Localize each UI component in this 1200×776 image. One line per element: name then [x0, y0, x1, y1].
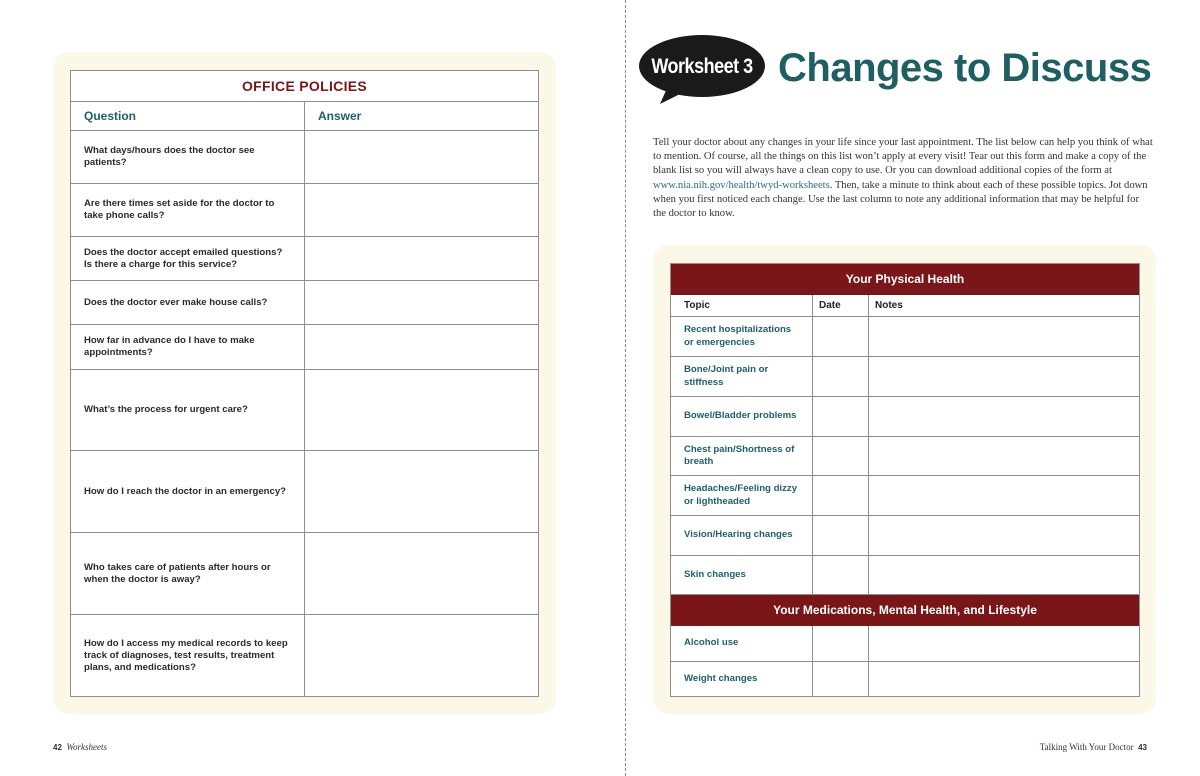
notes-cell[interactable] — [869, 437, 1140, 476]
date-cell[interactable] — [813, 437, 869, 476]
table-row — [671, 317, 1140, 357]
table-row — [671, 626, 1140, 662]
table-row — [71, 615, 539, 697]
page-gutter-divider — [625, 0, 626, 776]
notes-cell[interactable] — [869, 516, 1140, 556]
worksheets-link[interactable]: www.nia.nih.gov/health/twyd-worksheets — [653, 179, 830, 191]
question-cell: Does the doctor accept emailed questions? Is there a charge for this service? — [71, 237, 305, 281]
topic-cell: Alcohol use — [671, 626, 813, 662]
answer-cell[interactable] — [305, 237, 539, 281]
column-header-answer: Answer — [305, 102, 539, 131]
date-cell[interactable] — [813, 476, 869, 516]
left-page-number: 42 — [53, 743, 62, 752]
section-header-medications-lifestyle: Your Medications, Mental Health, and Lifestyle — [671, 595, 1140, 626]
table-row — [671, 516, 1140, 556]
date-cell[interactable] — [813, 357, 869, 397]
topic-cell: Vision/Hearing changes — [671, 516, 813, 556]
intro-paragraph — [653, 136, 1153, 221]
answer-cell[interactable] — [305, 131, 539, 184]
topic-cell: Chest pain/Shortness of breath — [671, 437, 813, 476]
date-cell[interactable] — [813, 397, 869, 437]
notes-cell[interactable] — [869, 317, 1140, 357]
table-row — [71, 451, 539, 533]
intro-text-end: . Then, take a minute to think about each of these possible topics. Jot down when you first noticed each change. Use the last column to note any additional information that may be helpful for the doctor to know. — [653, 179, 1148, 220]
table-row — [671, 357, 1140, 397]
table-row — [71, 533, 539, 615]
table-row — [71, 184, 539, 237]
table-row — [671, 437, 1140, 476]
question-cell: What days/hours does the doctor see patients? — [71, 131, 305, 184]
column-header-notes: Notes — [869, 295, 1140, 317]
question-cell: Are there times set aside for the doctor to take phone calls? — [71, 184, 305, 237]
table-row — [71, 281, 539, 325]
worksheet-badge: Worksheet 3 — [651, 53, 753, 78]
left-section-name: Worksheets — [66, 742, 108, 752]
office-policies-title: OFFICE POLICIES — [71, 71, 539, 102]
table-row — [71, 237, 539, 281]
topic-cell: Recent hospitalizations or emergencies — [671, 317, 813, 357]
right-page-number: 43 — [1138, 743, 1147, 752]
notes-cell[interactable] — [869, 556, 1140, 595]
table-row — [71, 325, 539, 370]
answer-cell[interactable] — [305, 325, 539, 370]
answer-cell[interactable] — [305, 184, 539, 237]
right-folio — [1040, 742, 1147, 752]
section-header-physical-health: Your Physical Health — [671, 264, 1140, 295]
topic-cell: Bone/Joint pain or stiffness — [671, 357, 813, 397]
table-row — [671, 476, 1140, 516]
date-cell[interactable] — [813, 556, 869, 595]
answer-cell[interactable] — [305, 370, 539, 451]
column-header-date: Date — [813, 295, 869, 317]
date-cell[interactable] — [813, 662, 869, 697]
topic-cell: Bowel/Bladder problems — [671, 397, 813, 437]
question-cell: Does the doctor ever make house calls? — [71, 281, 305, 325]
left-folio — [53, 742, 107, 752]
question-cell: How far in advance do I have to make appointments? — [71, 325, 305, 370]
question-cell: How do I reach the doctor in an emergency? — [71, 451, 305, 533]
notes-cell[interactable] — [869, 476, 1140, 516]
date-cell[interactable] — [813, 317, 869, 357]
topic-cell: Skin changes — [671, 556, 813, 595]
table-row — [71, 131, 539, 184]
table-row — [671, 397, 1140, 437]
notes-cell[interactable] — [869, 662, 1140, 697]
notes-cell[interactable] — [869, 626, 1140, 662]
answer-cell[interactable] — [305, 533, 539, 615]
table-row — [671, 556, 1140, 595]
table-row — [71, 370, 539, 451]
intro-text-start: Tell your doctor about any changes in your life since your last appointment. The list below can help you think of what to mention. Of course, all the things on this list won’t apply at every visit! Tear out this form and make a copy of the blank list so you will always have a clean copy to use. Or you can download additional copies of the form at — [653, 137, 1153, 177]
date-cell[interactable] — [813, 516, 869, 556]
notes-cell[interactable] — [869, 357, 1140, 397]
column-header-topic: Topic — [671, 295, 813, 317]
topic-cell: Weight changes — [671, 662, 813, 697]
book-title: Talking With Your Doctor — [1039, 742, 1134, 752]
page-title: Changes to Discuss — [778, 46, 1152, 90]
answer-cell[interactable] — [305, 615, 539, 697]
answer-cell[interactable] — [305, 451, 539, 533]
question-cell: Who takes care of patients after hours or when the doctor is away? — [71, 533, 305, 615]
column-header-question: Question — [71, 102, 305, 131]
office-policies-table — [70, 70, 539, 697]
topic-cell: Headaches/Feeling dizzy or lightheaded — [671, 476, 813, 516]
question-cell: What’s the process for urgent care? — [71, 370, 305, 451]
question-cell: How do I access my medical records to keep track of diagnoses, test results, treatment plans, and medications? — [71, 615, 305, 697]
table-row — [671, 662, 1140, 697]
date-cell[interactable] — [813, 626, 869, 662]
changes-table — [670, 263, 1140, 697]
answer-cell[interactable] — [305, 281, 539, 325]
notes-cell[interactable] — [869, 397, 1140, 437]
